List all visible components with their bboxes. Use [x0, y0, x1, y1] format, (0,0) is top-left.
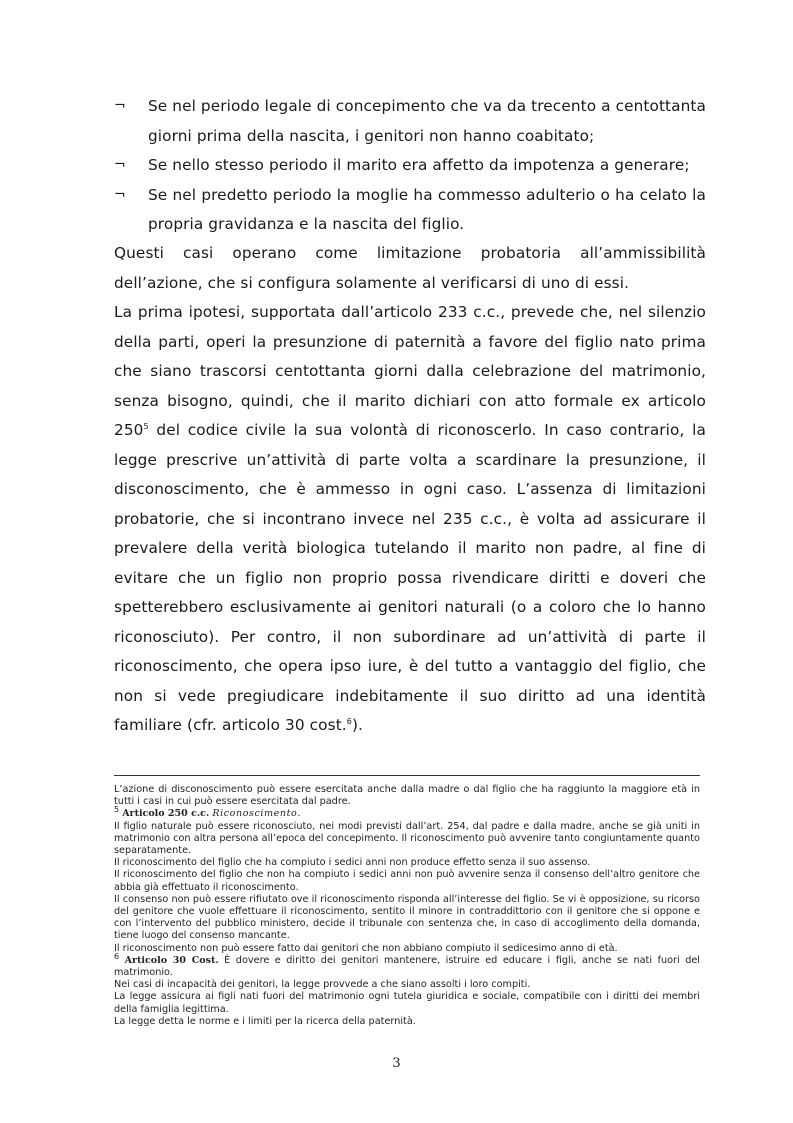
bullet-mark: ¬ [114, 157, 126, 173]
list-item [114, 181, 706, 240]
footnote-line: Il figlio naturale può essere riconosciuto, nei modi previsti dall’art. 254, dal padre e dalla madre, anche se già uniti in matrimonio con altra persona all’epoca del concepimento. Il riconoscimento può avvenire tanto congiuntamente quanto separatamente. [114, 820, 700, 857]
paragraph-text: La prima ipotesi, supportata dall’articolo 233 c.c., prevede che, nel silenzio della parti, operi la presunzione di paternità a favore del figlio nato prima che siano trascorsi centottanta giorni dalla celebrazione del matrimonio, senza bisogno, quindi, che il marito dichiari con atto formale ex articolo 250 [114, 303, 706, 439]
footnote-line: La legge assicura ai figli nati fuori del matrimonio ogni tutela giuridica e sociale, compatibile con i diritti dei membri della famiglia legittima. [114, 991, 700, 1015]
bullet-list [114, 92, 706, 240]
body-paragraph [114, 298, 706, 741]
footnote-heading: Articolo 250 c.c. [122, 808, 210, 820]
bullet-mark: ¬ [114, 98, 126, 114]
bullet-text: Se nello stesso periodo il marito era affetto da impotenza a generare; [148, 156, 690, 174]
footnote-heading: Articolo 30 Cost. [124, 954, 219, 966]
footnote-line: Il consenso non può essere rifiutato ove il riconoscimento risponda all’interesse del figlio. Se vi è opposizione, su ricorso del genitore che vuole effettuare il riconoscimento, sentito il minore in contraddittorio con il genitore che si oppone e con l’intervento del pubblico ministero, decide il tribunale con sentenza che, in caso di accoglimento della domanda, tiene luogo del consenso mancante. [114, 893, 700, 942]
footnote-line: La legge detta le norme e i limiti per la ricerca della paternità. [114, 1015, 416, 1027]
list-item [114, 151, 706, 181]
footnote-6-header [114, 951, 700, 979]
page-number: 3 [392, 1056, 401, 1071]
bullet-text: Se nel predetto periodo la moglie ha commesso adulterio o ha celato la propria gravidanza e la nascita del figlio. [148, 185, 706, 233]
paragraph-text: del codice civile la sua volontà di riconoscerlo. In caso contrario, la legge prescrive un’attività di parte volta a scardinare la presunzione, il disconoscimento, che è ammesso in ogni caso. L’assenza di limitazioni probatorie, che si incontrano invece nel 235 c.c., è volta ad assicurare il prevalere della verità biologica tutelando il marito non padre, al fine di evitare che un figlio non proprio possa rivendicare diritti e doveri che spetterebbero esclusivamente ai genitori naturali (o a coloro che lo hanno riconosciuto). Per contro, il non subordinare ad un’attività di parte il riconoscimento, che opera ipso iure, è del tutto a vantaggio del figlio, che non si vede pregiudicare indebitamente il suo diritto ad una identità familiare (cfr. articolo 30 cost. [114, 421, 706, 734]
footnote-subheading: Riconoscimento [212, 808, 298, 820]
footnote-line: Il riconoscimento non può essere fatto dai genitori che non abbiano compiuto il sedicesimo anno di età. [114, 942, 618, 954]
footnote-line: Nei casi di incapacità dei genitori, la legge provvede a che siano assolti i loro compiti. [114, 979, 531, 991]
footnote-number: 6 [114, 951, 120, 961]
footnote-reference[interactable]: 6 [346, 716, 352, 726]
body-paragraph: Questi casi operano come limitazione probatoria all’ammissibilità dell’azione, che si configura solamente al verificarsi di uno di essi. [114, 244, 706, 292]
list-item [114, 92, 706, 151]
footnote-line: Il riconoscimento del figlio che non ha compiuto i sedici anni non può avvenire senza il consenso dell’altro genitore che abbia già effettuato il riconoscimento. [114, 869, 700, 893]
footnote-divider [114, 775, 700, 776]
bullet-mark: ¬ [114, 186, 126, 203]
footnote-reference[interactable]: 5 [143, 421, 149, 431]
footnote-line: Il riconoscimento del figlio che ha compiuto i sedici anni non produce effetto senza il suo assenso. [114, 857, 591, 869]
footnote-continuation: L’azione di disconoscimento può essere esercitata anche dalla madre o dal figlio che ha raggiunto la maggiore età in tutti i casi in cui può essere esercitata dal padre. [114, 784, 700, 808]
paragraph-text: ). [351, 716, 363, 734]
footnotes-section [114, 784, 700, 1028]
footnote-5-header: $^5$ Articolo 250 c.c. Riconoscimento. [114, 805, 301, 820]
footnote-number: 5 [114, 805, 120, 815]
bullet-text: Se nel periodo legale di concepimento che va da trecento a centottanta giorni prima della nascita, i genitori non hanno coabitato; [148, 97, 706, 145]
footnote-text: È dovere e diritto dei genitori mantenere, istruire ed educare i figli, anche se nati fuori del matrimonio. [114, 954, 700, 979]
